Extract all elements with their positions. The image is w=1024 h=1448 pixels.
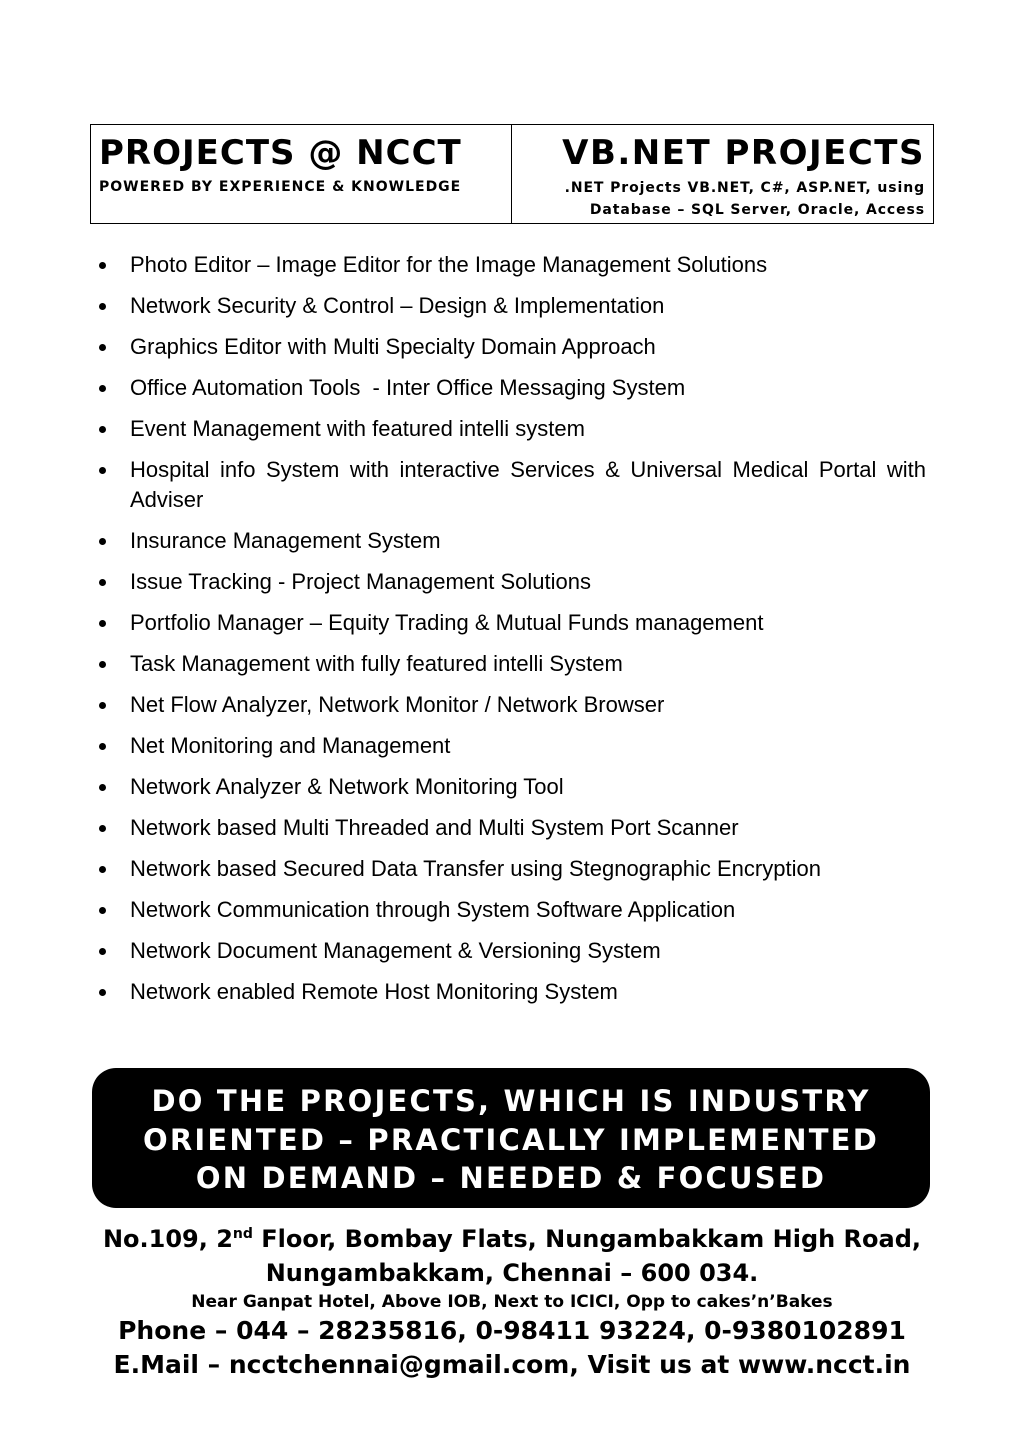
bullet-icon: [99, 907, 106, 914]
list-item-text: Network Analyzer & Network Monitoring Tool: [130, 774, 564, 799]
list-item: [96, 567, 926, 597]
header-left-cell: [91, 125, 512, 223]
bullet-icon: [99, 784, 106, 791]
address-line-2: Nungambakkam, Chennai – 600 034.: [265, 1259, 759, 1287]
bullet-icon: [99, 989, 106, 996]
category-description-line-1: .NET Projects VB.NET, C#, ASP.NET, using: [564, 180, 925, 196]
list-item-text: Net Flow Analyzer, Network Monitor / Network Browser: [130, 692, 665, 717]
category-description-line-2: Database – SQL Server, Oracle, Access: [589, 202, 925, 218]
list-item: [96, 455, 926, 515]
list-item-text: Portfolio Manager – Equity Trading & Mutual Funds management: [130, 610, 764, 635]
list-item: [96, 854, 926, 884]
list-item: [96, 731, 926, 761]
list-item: [96, 526, 926, 556]
list-item: [96, 895, 926, 925]
bullet-icon: [99, 385, 106, 392]
bullet-icon: [99, 620, 106, 627]
bullet-icon: [99, 743, 106, 750]
project-list: [96, 250, 926, 1018]
bullet-icon: [99, 661, 106, 668]
address-line-1: [80, 1222, 944, 1256]
slogan-banner: [92, 1068, 930, 1208]
list-item: [96, 373, 926, 403]
bullet-icon: [99, 426, 106, 433]
category-title: VB.NET PROJECTS: [562, 133, 925, 173]
list-item: [96, 936, 926, 966]
list-item-text: Photo Editor – Image Editor for the Image Management Solutions: [130, 252, 768, 277]
list-item-text: Network Document Management & Versioning System: [130, 938, 661, 963]
header-right-cell: [512, 125, 933, 223]
list-item-text: Issue Tracking - Project Management Solutions: [130, 569, 592, 594]
bullet-icon: [99, 866, 106, 873]
bullet-icon: [99, 262, 106, 269]
phone-line: Phone – 044 – 28235816, 0-98411 93224, 0-9380102891: [118, 1316, 906, 1345]
list-item-text: Office Automation Tools - Inter Office Messaging System: [130, 375, 686, 400]
bullet-icon: [99, 702, 106, 709]
list-item-text: Event Management with featured intelli system: [130, 416, 585, 441]
list-item-text: Network Communication through System Software Application: [130, 897, 736, 922]
header-box: [90, 124, 934, 224]
company-tagline: POWERED BY EXPERIENCE & KNOWLEDGE: [99, 179, 462, 195]
list-item: [96, 250, 926, 280]
list-item: [96, 649, 926, 679]
address-number: No.109, 2: [102, 1225, 233, 1253]
bullet-icon: [99, 303, 106, 310]
bullet-icon: [99, 579, 106, 586]
list-item-text: Insurance Management System: [130, 528, 441, 553]
address-street: Floor, Bombay Flats, Nungambakkam High Road,: [252, 1225, 922, 1253]
list-item-text: Network Security & Control – Design & Implementation: [130, 293, 665, 318]
list-item: [96, 977, 926, 1007]
bullet-icon: [99, 825, 106, 832]
list-item: [96, 414, 926, 444]
slogan-line-2: ORIENTED – PRACTICALLY IMPLEMENTED: [143, 1122, 879, 1157]
bullet-icon: [99, 467, 106, 474]
list-item-text: Network based Secured Data Transfer using Stegnographic Encryption: [130, 856, 821, 881]
list-item: [96, 332, 926, 362]
list-item-text: Network enabled Remote Host Monitoring System: [130, 979, 618, 1004]
bullet-icon: [99, 344, 106, 351]
list-item-text: Task Management with fully featured intelli System: [130, 651, 623, 676]
contact-footer: [80, 1222, 944, 1382]
list-item: [96, 291, 926, 321]
bullet-icon: [99, 948, 106, 955]
ordinal-suffix: nd: [232, 1226, 253, 1242]
list-item-text: Net Monitoring and Management: [130, 733, 451, 758]
list-item: [96, 772, 926, 802]
list-item: [96, 690, 926, 720]
slogan-line-3: ON DEMAND – NEEDED & FOCUSED: [195, 1161, 827, 1195]
slogan-line-1: DO THE PROJECTS, WHICH IS INDUSTRY: [151, 1084, 871, 1118]
list-item: [96, 813, 926, 843]
email-website-line: E.Mail – ncctchennai@gmail.com, Visit us at www.ncct.in: [113, 1350, 911, 1379]
list-item: [96, 608, 926, 638]
list-item-text: Hospital info System with interactive Services & Universal Medical Portal with Adviser: [130, 457, 926, 512]
bullet-icon: [99, 538, 106, 545]
list-item-text: Graphics Editor with Multi Specialty Domain Approach: [130, 334, 656, 359]
list-item-text: Network based Multi Threaded and Multi System Port Scanner: [130, 815, 739, 840]
company-title: PROJECTS @ NCCT: [99, 133, 462, 173]
landmark-line: Near Ganpat Hotel, Above IOB, Next to ICICI, Opp to cakes’n’Bakes: [191, 1292, 833, 1312]
